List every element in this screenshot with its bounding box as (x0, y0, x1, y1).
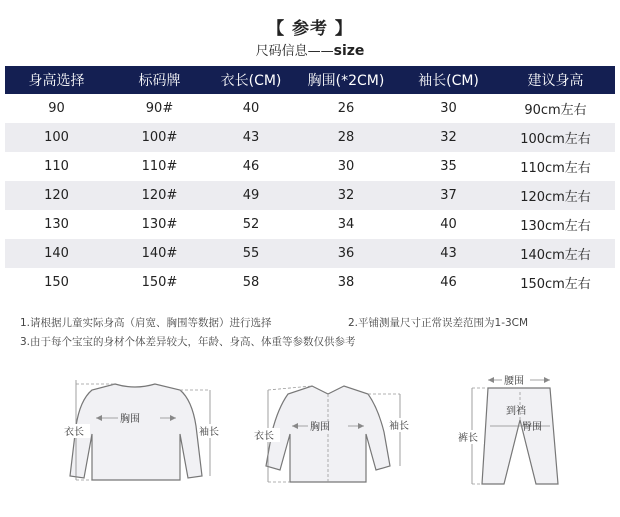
table-cell: 35 (440, 159, 457, 174)
table-cell: 90cm左右 (524, 103, 587, 118)
table-cell: 37 (401, 181, 496, 210)
table-cell: 30 (440, 101, 457, 116)
table-cell: 130cm左右 (520, 219, 591, 234)
column-header: 衣长(CM) (211, 66, 291, 94)
page-title: 【 参考 】 (267, 19, 353, 39)
pants-waist-label: 腰围 (504, 376, 524, 387)
pants-crotch-label: 到裆 (506, 406, 526, 417)
table-cell: 43 (401, 239, 496, 268)
table-cell: 110 (44, 159, 69, 174)
shirt-diagram (250, 378, 420, 490)
pants-hip-label: 臀围 (522, 422, 542, 433)
table-row (5, 268, 615, 297)
table-cell: 38 (337, 275, 355, 290)
subtitle-cn: 尺码信息—— (255, 44, 334, 59)
size-table (5, 66, 615, 297)
table-cell: 150cm左右 (520, 277, 591, 292)
table-cell: 32 (401, 123, 496, 152)
table-cell: 26 (337, 101, 355, 116)
table-row (5, 152, 615, 181)
column-header: 身高选择 (5, 66, 108, 94)
subtitle-en: size (333, 43, 365, 59)
sweater-sleeve-label: 袖长 (199, 427, 219, 438)
table-cell: 40 (242, 101, 260, 116)
table-cell: 58 (242, 275, 260, 290)
table-row (5, 94, 615, 123)
table-cell: 140# (108, 239, 211, 268)
shirt-chest-label: 胸围 (310, 422, 330, 433)
column-header: 建议身高 (496, 66, 615, 94)
table-row (5, 181, 615, 210)
table-cell: 40 (440, 217, 457, 232)
sweater-chest-label: 胸围 (120, 414, 140, 425)
table-cell: 36 (291, 239, 401, 268)
table-cell: 140cm左右 (496, 239, 615, 268)
table-cell: 110cm左右 (520, 161, 591, 176)
table-cell: 150# (141, 275, 178, 290)
notes (20, 314, 610, 352)
table-row (5, 239, 615, 268)
table-cell: 90# (145, 101, 174, 116)
column-header: 标码牌 (108, 66, 211, 94)
table-cell: 46 (242, 159, 260, 174)
table-cell: 130# (141, 217, 178, 232)
table-cell: 52 (242, 217, 260, 232)
table-cell: 55 (211, 239, 291, 268)
pants-length-label: 裤长 (458, 433, 478, 444)
table-cell: 100 (5, 123, 108, 152)
table-row (5, 210, 615, 239)
shirt-length-label: 衣长 (254, 431, 274, 442)
note-3: 3.由于每个宝宝的身材个体差异较大，年龄、身高、体重等参数仅供参考 (20, 336, 356, 348)
table-cell: 140 (5, 239, 108, 268)
sweater-length-label: 衣长 (64, 427, 84, 438)
table-cell: 32 (291, 181, 401, 210)
pants-diagram (450, 372, 590, 490)
note-1: 1.请根据儿童实际身高（肩宽、胸围等数据）进行选择 (20, 317, 272, 329)
table-header-row (5, 66, 615, 94)
table-cell: 110# (141, 159, 178, 174)
note-2: 2.平铺测量尺寸正常误差范围为1-3CM (348, 317, 529, 329)
table-cell: 43 (211, 123, 291, 152)
shirt-sleeve-label: 袖长 (389, 421, 409, 432)
table-cell: 120# (108, 181, 211, 210)
table-cell: 150 (44, 275, 69, 290)
table-row (5, 123, 615, 152)
table-cell: 46 (440, 275, 457, 290)
table-cell: 90 (48, 101, 65, 116)
table-cell: 130 (44, 217, 69, 232)
table-cell: 100# (108, 123, 211, 152)
table-cell: 49 (211, 181, 291, 210)
page-subtitle (0, 40, 620, 59)
table-cell: 34 (337, 217, 355, 232)
notes-line-1 (20, 314, 610, 333)
sweater-diagram (60, 376, 235, 488)
column-header: 袖长(CM) (401, 66, 496, 94)
table-cell: 28 (291, 123, 401, 152)
table-cell: 120 (5, 181, 108, 210)
table-cell: 30 (337, 159, 355, 174)
table-cell: 120cm左右 (496, 181, 615, 210)
table-cell: 100cm左右 (496, 123, 615, 152)
column-header: 胸围(*2CM) (291, 66, 401, 94)
